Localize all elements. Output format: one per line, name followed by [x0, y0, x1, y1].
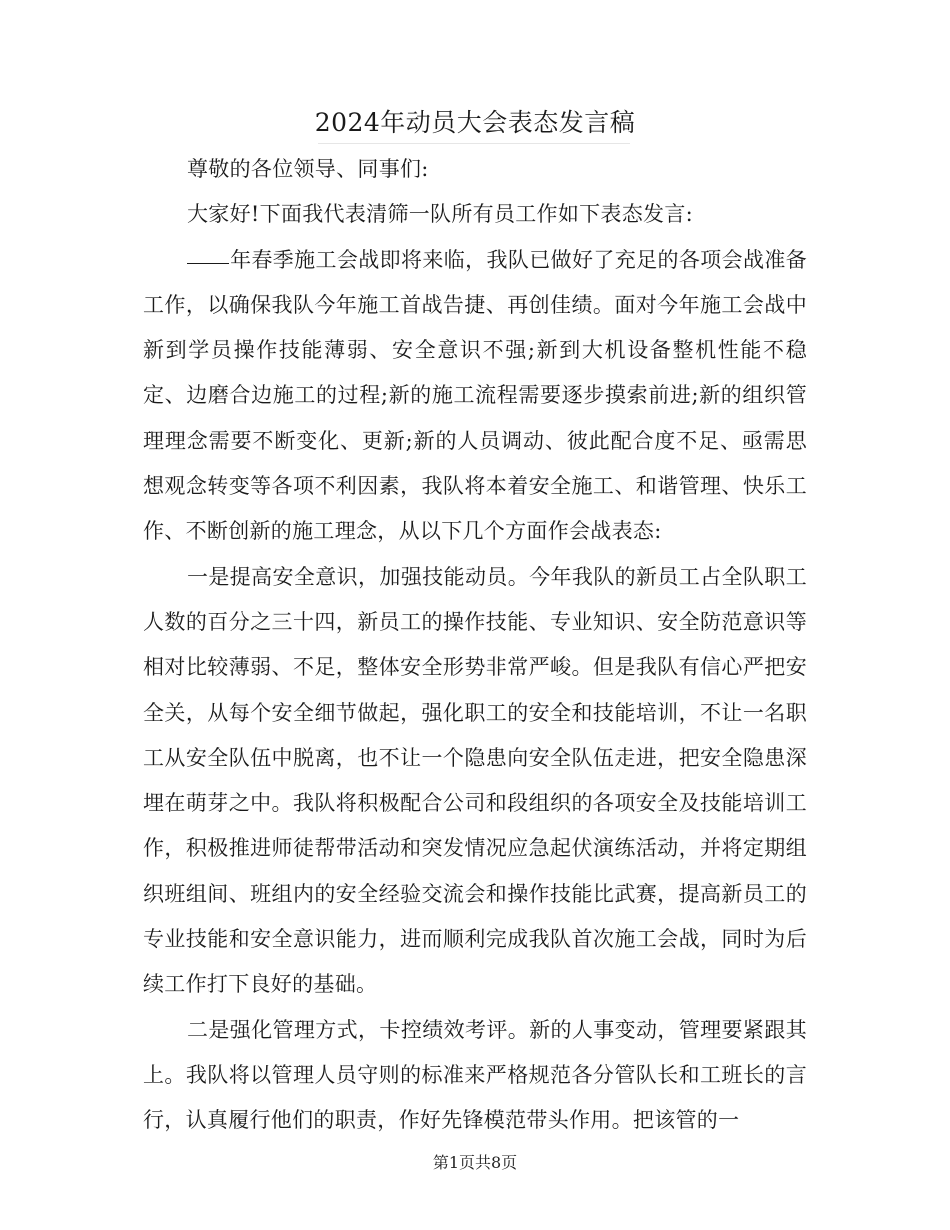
- paragraph-intro: [143, 238, 807, 555]
- document-body: [143, 147, 807, 1144]
- page-number: 第1页共8页: [432, 1153, 518, 1172]
- salutation: 尊敬的各位领导、同事们:: [187, 157, 429, 181]
- paragraph-intro-text: 年春季施工会战即将来临，我队已做好了充足的各项会战准备工作，以确保我队今年施工首战告捷、再创佳绩。面对今年施工会战中新到学员操作技能薄弱、安全意识不强;新到大机设备整机性能不稳定、边磨合边施工的过程;新的施工流程需要逐步摸索前进;新的组织管理理念需要不断变化、更新;新的人员调动、彼此配合度不足、亟需思想观念转变等各项不利因素，我队将本着安全施工、和谐管理、快乐工作、不断创新的施工理念，从以下几个方面作会战表态:: [143, 247, 807, 544]
- document-title: 2024年动员大会表态发言稿: [314, 108, 636, 137]
- greeting: 大家好!下面我代表清筛一队所有员工作如下表态发言:: [187, 202, 694, 227]
- title-divider: [318, 143, 630, 144]
- paragraph-two: 二是强化管理方式，卡控绩效考评。新的人事变动，管理要紧跟其上。我队将以管理人员守则的标准来严格规范各分管队长和工班长的言行，认真履行他们的职责，作好先锋模范带头作用。把该管的一: [143, 1017, 807, 1133]
- fill-in-blank: [187, 262, 229, 264]
- paragraph-one: 一是提高安全意识，加强技能动员。今年我队的新员工占全队职工人数的百分之三十四，新员工的操作技能、专业知识、安全防范意识等相对比较薄弱、不足，整体安全形势非常严峻。但是我队有信心严把安全关，从每个安全细节做起，强化职工的安全和技能培训，不让一名职工从安全队伍中脱离，也不让一个隐患向安全队伍走进，把安全隐患深埋在萌芽之中。我队将积极配合公司和段组织的各项安全及技能培训工作，积极推进师徒帮带活动和突发情况应急起伏演练活动，并将定期组织班组间、班组内的安全经验交流会和操作技能比武赛，提高新员工的专业技能和安全意识能力，进而顺利完成我队首次施工会战，同时为后续工作打下良好的基础。: [143, 564, 807, 997]
